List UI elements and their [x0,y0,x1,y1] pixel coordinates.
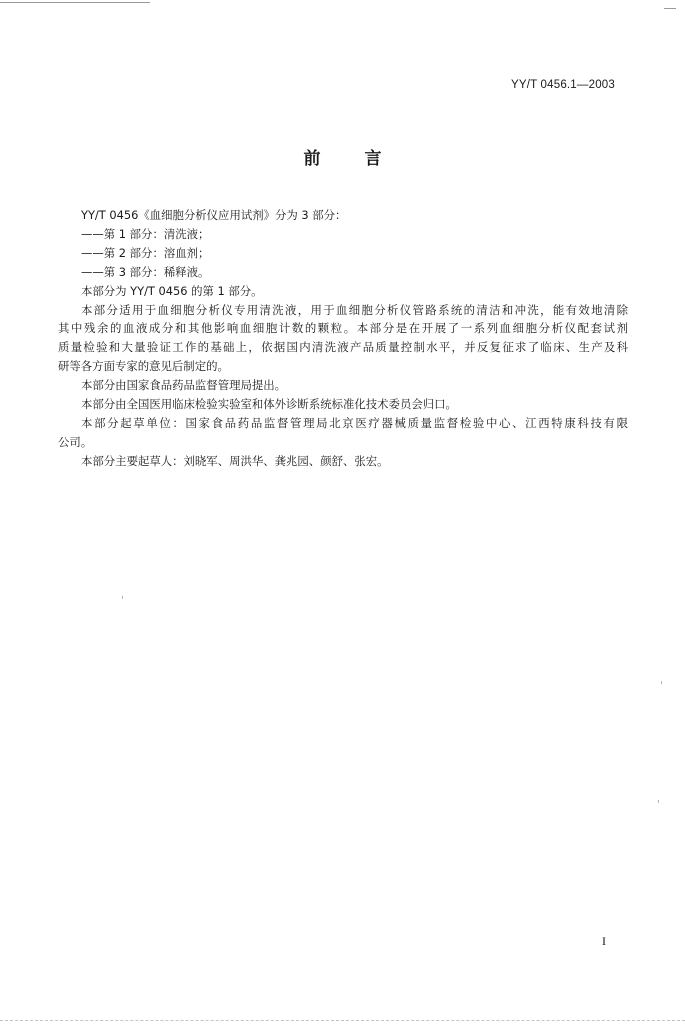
scan-edge-line [0,2,150,3]
foreword-body [58,206,628,471]
scan-corner-mark [664,8,676,9]
list-item-part-1: ——第 1 部分：清洗液； [81,226,210,241]
paragraph-scope-line: 研等各方面专家的意见后制定的。 [58,359,229,374]
list-item-part-2: ——第 2 部分：溶血剂； [81,245,210,260]
list-item-part-3: ——第 3 部分：稀释液。 [81,264,210,279]
scan-speck [661,681,662,684]
paragraph-part-statement: 本部分为 YY/T 0456 的第 1 部分。 [81,283,263,298]
paragraph-scope-line: 质量检验和大量验证工作的基础上，依据国内清洗液产品质量控制水平，并反复征求了临床、生产及科 [58,340,628,355]
page-title: 前言 [303,149,426,169]
paragraph-scope-line: 其中残余的血液成分和其他影响血细胞计数的颗粒。本部分是在开展了一系列血细胞分析仪配套试剂 [58,321,628,336]
scan-bottom-edge [0,1020,685,1021]
paragraph-drafting-units-line: 公司。 [58,434,93,449]
paragraph-series-intro: YY/T 0456《血细胞分析仪应用试剂》分为 3 部分： [81,208,347,222]
scan-speck [122,596,123,599]
standard-code: YY/T 0456.1—2003 [510,79,615,91]
paragraph-centralized: 本部分由全国医用临床检验实验室和体外诊断系统标准化技术委员会归口。 [81,397,457,412]
scan-speck [658,800,659,803]
paragraph-drafting-units-line: 本部分起草单位：国家食品药品监督管理局北京医疗器械质量监督检验中心、江西特康科技有限 [81,415,628,430]
page-number: I [602,934,606,948]
paragraph-drafters: 本部分主要起草人：刘晓军、周洪华、龚兆园、颜舒、张宏。 [81,453,389,468]
paragraph-proposer: 本部分由国家食品药品监督管理局提出。 [81,378,287,393]
paragraph-scope-line: 本部分适用于血细胞分析仪专用清洗液，用于血细胞分析仪管路系统的清洁和冲洗，能有效地清除 [81,302,628,317]
